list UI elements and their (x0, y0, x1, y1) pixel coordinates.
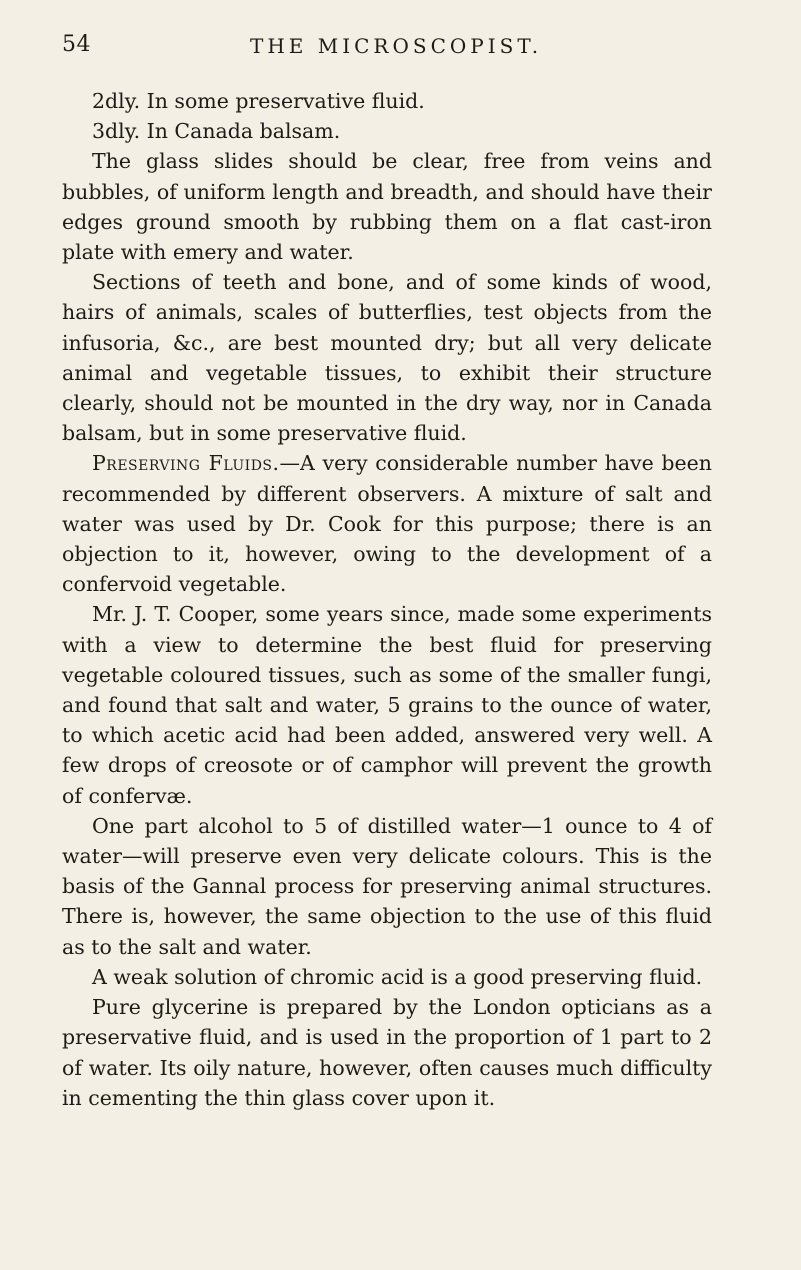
paragraph: 2dly. In some preservative fluid. (92, 89, 425, 113)
paragraph: Sections of teeth and bone, and of some kinds of wood, hairs of animals, scales of butterflies, test objects from the infusoria, &c., are best mounted dry; but all very delicate animal and vegetable tissues, to exhibit their structure clearly, should not be mounted in the dry way, nor in Canada balsam, but in some preservative fluid. (62, 270, 712, 446)
paragraph: 3dly. In Canada balsam. (92, 119, 341, 144)
paragraph: Mr. J. T. Cooper, some years since, made some experiments with a view to determine the best fluid for preserving vegetable coloured tissues, such as some of the smaller fungi, and found that salt and water, 5 grains to the ounce of water, to which acetic acid had been added, answered very well. A few drops of creosote or of camphor will prevent the growth of confervæ. (62, 602, 712, 808)
page-number: 54 (62, 32, 91, 57)
paragraph: The glass slides should be clear, free from veins and bubbles, of uniform length and breadth, and should have their edges ground smooth by rubbing them on a flat cast-iron plate with emery and water. (62, 149, 712, 265)
running-head: THE MICROSCOPIST. (250, 34, 543, 58)
paragraph (62, 448, 712, 599)
paragraph: Pure glycerine is prepared by the London opticians as a preservative fluid, and is used in the proportion of 1 part to 2 of water. Its oily nature, however, often causes much difficulty in cementing the thin glass cover upon it. (62, 995, 712, 1110)
paragraph: One part alcohol to 5 of distilled water—1 ounce to 4 of water—will preserve even very delicate colours. This is the basis of the Gannal process for preserving animal structures. There is, however, the same objection to the use of this fluid as to the salt and water. (62, 813, 712, 959)
paragraph-text: —A very considerable number have been recommended by different observers. A mixture of salt and water was used by Dr. Cook for this purpose; there is an objection to it, however, owing to the development of a confervoid vegetable. (62, 451, 712, 597)
section-heading: Preserving Fluids. (92, 451, 280, 476)
paragraph: A weak solution of chromic acid is a good preserving fluid. (92, 964, 703, 989)
body-text (62, 86, 712, 1113)
